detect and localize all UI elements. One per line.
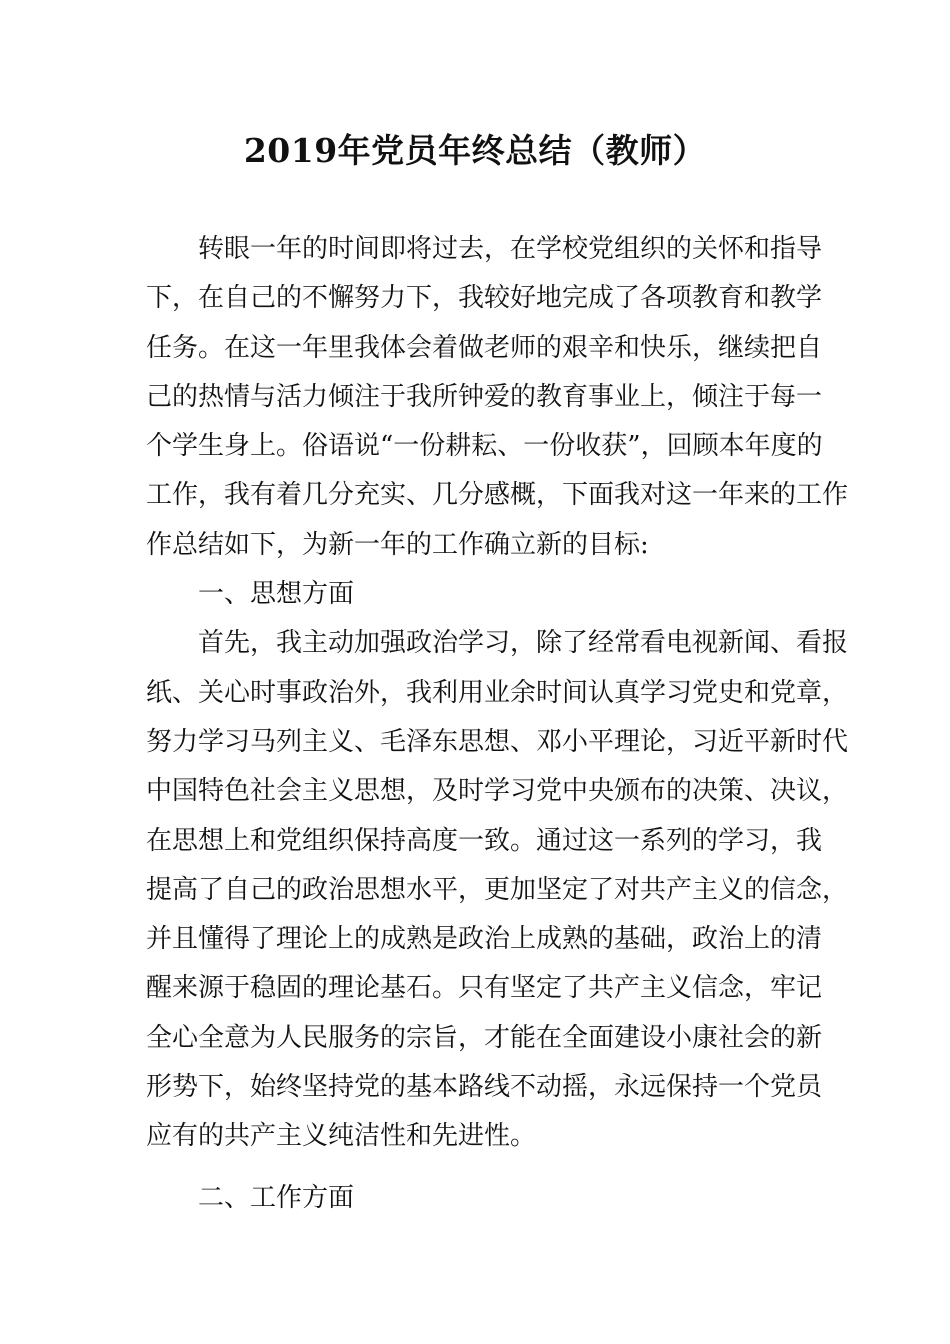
paragraph-line: 转眼一年的时间即将过去，在学校党组织的关怀和指导	[198, 234, 823, 264]
document-body	[146, 225, 849, 1223]
paragraph-line: 在思想上和党组织保持高度一致。通过这一系列的学习，我	[146, 825, 823, 856]
thought-paragraph	[146, 619, 849, 1161]
paragraph-line: 提高了自己的政治思想水平，更加坚定了对共产主义的信念，	[146, 874, 849, 905]
paragraph-line: 下，在自己的不懈努力下，我较好地完成了各项教育和教学	[146, 283, 823, 314]
paragraph-line: 任务。在这一年里我体会着做老师的艰辛和快乐，继续把自	[146, 332, 823, 363]
paragraph-line: 己的热情与活力倾注于我所钟爱的教育事业上，倾注于每一	[146, 381, 823, 412]
paragraph-line: 形势下，始终坚持党的基本路线不动摇，永远保持一个党员	[146, 1072, 823, 1103]
document-title: 2019年党员年终总结（教师）	[243, 131, 707, 170]
paragraph-line: 个学生身上。俗语说“一份耕耘、一份收获”，回顾本年度的	[146, 431, 823, 462]
section-heading-work: 二、工作方面	[198, 1182, 355, 1213]
section-heading-thought: 一、思想方面	[198, 579, 355, 610]
paragraph-line: 并且懂得了理论上的成熟是政治上成熟的基础，政治上的清	[146, 924, 823, 955]
paragraph-line: 应有的共产主义纯洁性和先进性。	[146, 1121, 537, 1152]
paragraph-line: 努力学习马列主义、毛泽东思想、邓小平理论，习近平新时代	[146, 726, 849, 757]
paragraph-line: 纸、关心时事政治外，我利用业余时间认真学习党史和党章，	[146, 677, 849, 708]
paragraph-line: 首先，我主动加强政治学习，除了经常看电视新闻、看报	[198, 628, 849, 659]
paragraph-line: 醒来源于稳固的理论基石。只有坚定了共产主义信念，牢记	[146, 973, 823, 1004]
paragraph-line: 作总结如下，为新一年的工作确立新的目标:	[146, 529, 649, 560]
paragraph-line: 工作，我有着几分充实、几分感概，下面我对这一年来的工作	[146, 480, 849, 511]
intro-paragraph	[146, 225, 849, 570]
paragraph-line: 全心全意为人民服务的宗旨，才能在全面建设小康社会的新	[146, 1022, 823, 1053]
paragraph-line: 中国特色社会主义思想，及时学习党中央颁布的决策、决议，	[146, 776, 849, 807]
